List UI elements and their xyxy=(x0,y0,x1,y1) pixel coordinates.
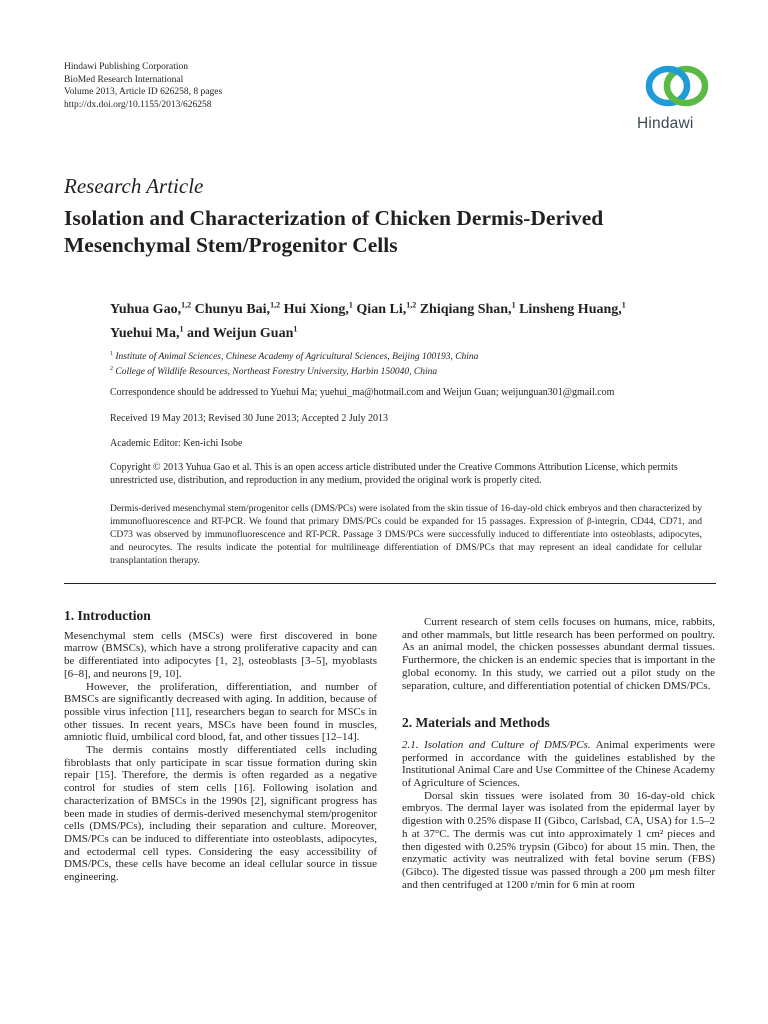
right-column xyxy=(402,616,715,891)
title-line-1: Isolation and Characterization of Chicken Dermis-Derived xyxy=(64,206,604,230)
paragraph: 2.1. Isolation and Culture of DMS/PCs. Animal experiments were performed in accordance with the guidelines established by the Institutional Animal Care and Use Committee of the Chinese Academy of Agriculture of Sciences. xyxy=(402,738,715,790)
affiliation: $^2$ College of Wildlife Resources, Northeast Forestry University, Harbin 150040, China xyxy=(110,366,438,378)
abstract: Dermis-derived mesenchymal stem/progenitor cells (DMS/PCs) were isolated from the skin tissue of 16-day-old chick embryos and then characterized by immunofluorescence and RT-PCR. We found that primary DMS/PCs could be expanded for 15 passages. Expression of β-integrin, CD44, CD71, and CD73 was observed by immunofluorescence and RT-PCR. Passage 3 DMS/PCs were successfully induced to differentiate into osteoblasts, adipocytes, and neurocytes. The results indicate the potential for multilineage differentiation of DMS/PCs that may represent an ideal candidate for cellular transplantation therapy. xyxy=(110,503,702,567)
left-column xyxy=(64,610,377,884)
affiliation: $^1$ Institute of Animal Sciences, Chinese Academy of Agricultural Sciences, Beijing 100193, China xyxy=(110,351,479,363)
author: Zhiqiang Shan,$^1$ xyxy=(419,300,516,317)
subsection-heading: 2.1. Isolation and Culture of DMS/PCs. xyxy=(402,738,591,751)
logo-wordmark: Hindawi xyxy=(637,115,694,132)
publication-header xyxy=(64,61,222,111)
author-list xyxy=(110,295,710,344)
author-line-1 xyxy=(110,295,710,320)
doi-link[interactable]: http://dx.doi.org/10.1155/2013/626258 xyxy=(64,99,212,110)
hindawi-logo-icon xyxy=(641,58,713,114)
article-title xyxy=(64,205,714,259)
section-divider xyxy=(64,583,716,584)
author: Hui Xiong,$^1$ xyxy=(283,300,353,317)
paragraph: Current research of stem cells focuses on humans, mice, rabbits, and other mammals, but little research has been performed on poultry. As an animal model, the chicken possesses abundant dermal tissues. Furthermore, the chicken is an endemic species that is important in the global economy. In this study, we carried out a pilot study on the separation, culture, and differentiation potential of chicken DMS/PCs. xyxy=(402,616,715,692)
hindawi-logo xyxy=(637,58,717,138)
title-line-2: Mesenchymal Stem/Progenitor Cells xyxy=(64,233,398,257)
affiliations xyxy=(110,348,478,378)
author: Yuhua Gao,$^{1,2}$ xyxy=(110,300,192,317)
academic-editor: Academic Editor: Ken-ichi Isobe xyxy=(110,438,243,449)
publisher-name: Hindawi Publishing Corporation xyxy=(64,62,189,72)
author-line-2 xyxy=(110,320,710,345)
section-heading-methods: 2. Materials and Methods xyxy=(402,715,550,731)
correspondence: Correspondence should be addressed to Yuehui Ma; yuehui_ma@hotmail.com and Weijun Guan; weijunguan301@gmail.com xyxy=(110,387,615,398)
paragraph: Dorsal skin tissues were isolated from 30 16-day-old chick embryos. The dermal layer was isolated from the epidermal layer by digestion with 0.25% dispase II (Gibco, Carlsbad, CA, USA) for 1.5–2 h at 37°C. The dermis was cut into approximately 1 cm² pieces and then digested with 0.25% trypsin (Gibco) for about 15 min. Then, the enzymatic activity was neutralized with fetal bovine serum (FBS) (Gibco). The digested tissue was passed through a 200 μm mesh filter and then centrifuged at 1200 r/min for 6 min at room xyxy=(402,789,715,891)
paragraph: Mesenchymal stem cells (MSCs) were first discovered in bone marrow (BMSCs), which have a strong proliferative capacity and can be differentiated into adipocytes [1, 2], osteoblasts [3–5], myoblasts [6–8], and neurons [9, 10]. xyxy=(64,629,377,680)
section-heading-introduction: 1. Introduction xyxy=(64,608,151,623)
paragraph: The dermis contains mostly differentiated cells including fibroblasts that only participate in scar tissue formation during skin repair [15]. Therefore, the dermis is often regarded as a negative control for studies of stem cells [16]. Following isolation and characterization of BMSCs in the 1990s [2], significant progress has been made in studies of dermis-derived mesenchymal stem/progenitor cells (DMS/PCs), including their separation and culture. Moreover, DMS/PCs can be induced to differentiate into osteoblasts, adipocytes, and ectodermal cell types. Considering the easy accessibility of DMS/PCs, these cells have become an ideal cellular source in tissue engineering. xyxy=(64,744,377,884)
copyright-notice: Copyright © 2013 Yuhua Gao et al. This is an open access article distributed under the Creative Commons Attribution License, which permits unrestricted use, distribution, and reproduction in any medium, provided the original work is properly cited. xyxy=(110,462,678,486)
volume-info: Volume 2013, Article ID 626258, 8 pages xyxy=(64,87,223,97)
article-type: Research Article xyxy=(64,174,204,198)
author: Yuehui Ma,$^1$ xyxy=(110,324,184,342)
journal-name: BioMed Research International xyxy=(64,74,184,85)
author: and Weijun Guan$^1$ xyxy=(187,324,298,342)
author: Linsheng Huang,$^1$ xyxy=(519,300,626,317)
paragraph: However, the proliferation, differentiation, and number of BMSCs are significantly decreased with aging. In addition, because of possible virus infection [11], researchers began to search for MSCs in other tissues. In recent years, MSCs have been found in muscles, amniotic fluid, umbilical cord blood, fat, and other tissues [12–14]. xyxy=(64,680,377,744)
received-dates: Received 19 May 2013; Revised 30 June 2013; Accepted 2 July 2013 xyxy=(110,413,389,424)
author: Qian Li,$^{1,2}$ xyxy=(356,300,417,317)
author: Chunyu Bai,$^{1,2}$ xyxy=(194,300,281,317)
